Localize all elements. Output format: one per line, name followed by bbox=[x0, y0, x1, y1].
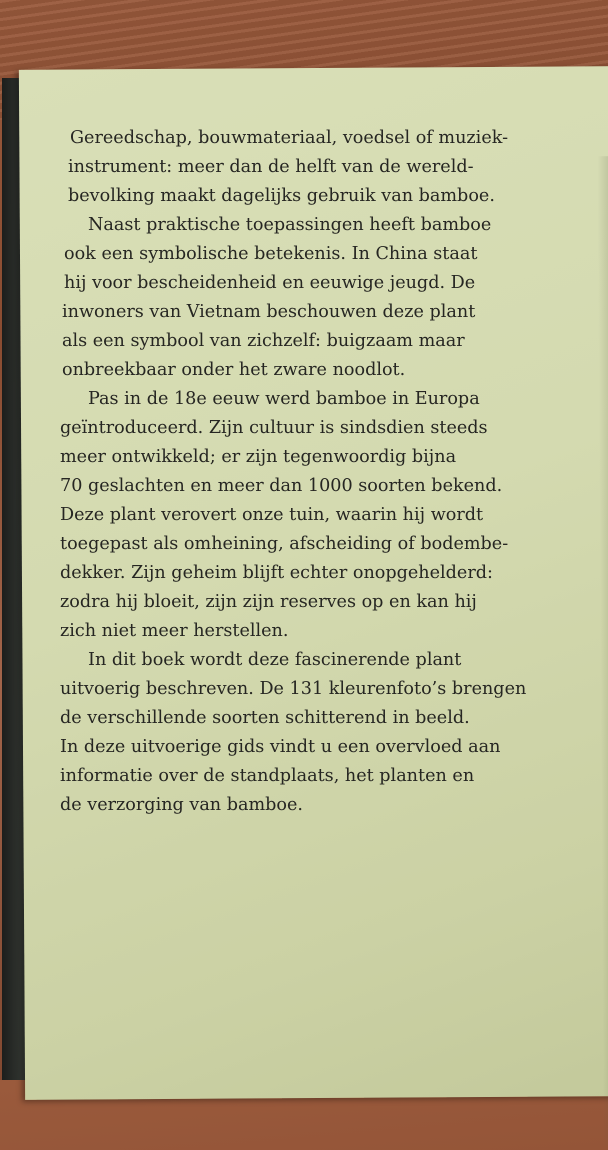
paragraph-history bbox=[60, 385, 600, 646]
text-line: de verzorging van bamboe. bbox=[60, 795, 304, 815]
text-line: In dit boek wordt deze fascinerende plant bbox=[88, 650, 462, 670]
text-line: Naast praktische toepassingen heeft bamboe bbox=[88, 215, 492, 235]
text-line: dekker. Zijn geheim blijft echter onopgehelderd: bbox=[60, 563, 493, 583]
paragraph-book bbox=[60, 646, 600, 820]
text-line: zodra hij bloeit, zijn zijn reserves op en kan hij bbox=[60, 592, 477, 612]
paragraph-intro bbox=[60, 124, 600, 211]
back-cover-text bbox=[60, 124, 600, 820]
text-line: In deze uitvoerige gids vindt u een overvloed aan bbox=[60, 737, 501, 757]
text-line: 70 geslachten en meer dan 1000 soorten bekend. bbox=[60, 476, 503, 496]
paragraph-symbolism bbox=[60, 211, 600, 385]
text-line: informatie over de standplaats, het planten en bbox=[60, 766, 475, 786]
text-line: onbreekbaar onder het zware noodlot. bbox=[62, 360, 406, 380]
text-line: geïntroduceerd. Zijn cultuur is sindsdien steeds bbox=[60, 418, 488, 438]
text-line: inwoners van Vietnam beschouwen deze plant bbox=[62, 302, 476, 322]
text-line: Pas in de 18e eeuw werd bamboe in Europa bbox=[88, 389, 480, 409]
text-line: de verschillende soorten schitterend in beeld. bbox=[60, 708, 470, 728]
text-line: toegepast als omheining, afscheiding of bodembe- bbox=[60, 534, 509, 554]
text-line: hij voor bescheidenheid en eeuwige jeugd. De bbox=[64, 273, 476, 293]
text-line: Gereedschap, bouwmateriaal, voedsel of muziek- bbox=[70, 128, 509, 148]
text-line: meer ontwikkeld; er zijn tegenwoordig bijna bbox=[60, 447, 457, 467]
text-line: als een symbool van zichzelf: buigzaam maar bbox=[62, 331, 465, 351]
text-line: uitvoerig beschreven. De 131 kleurenfoto’s brengen bbox=[60, 679, 527, 699]
text-line: bevolking maakt dagelijks gebruik van bamboe. bbox=[68, 186, 495, 206]
text-line: instrument: meer dan de helft van de wereld- bbox=[68, 157, 474, 177]
text-line: ook een symbolische betekenis. In China staat bbox=[64, 244, 478, 264]
text-line: zich niet meer herstellen. bbox=[60, 621, 289, 641]
text-line: Deze plant verovert onze tuin, waarin hij wordt bbox=[60, 505, 484, 525]
